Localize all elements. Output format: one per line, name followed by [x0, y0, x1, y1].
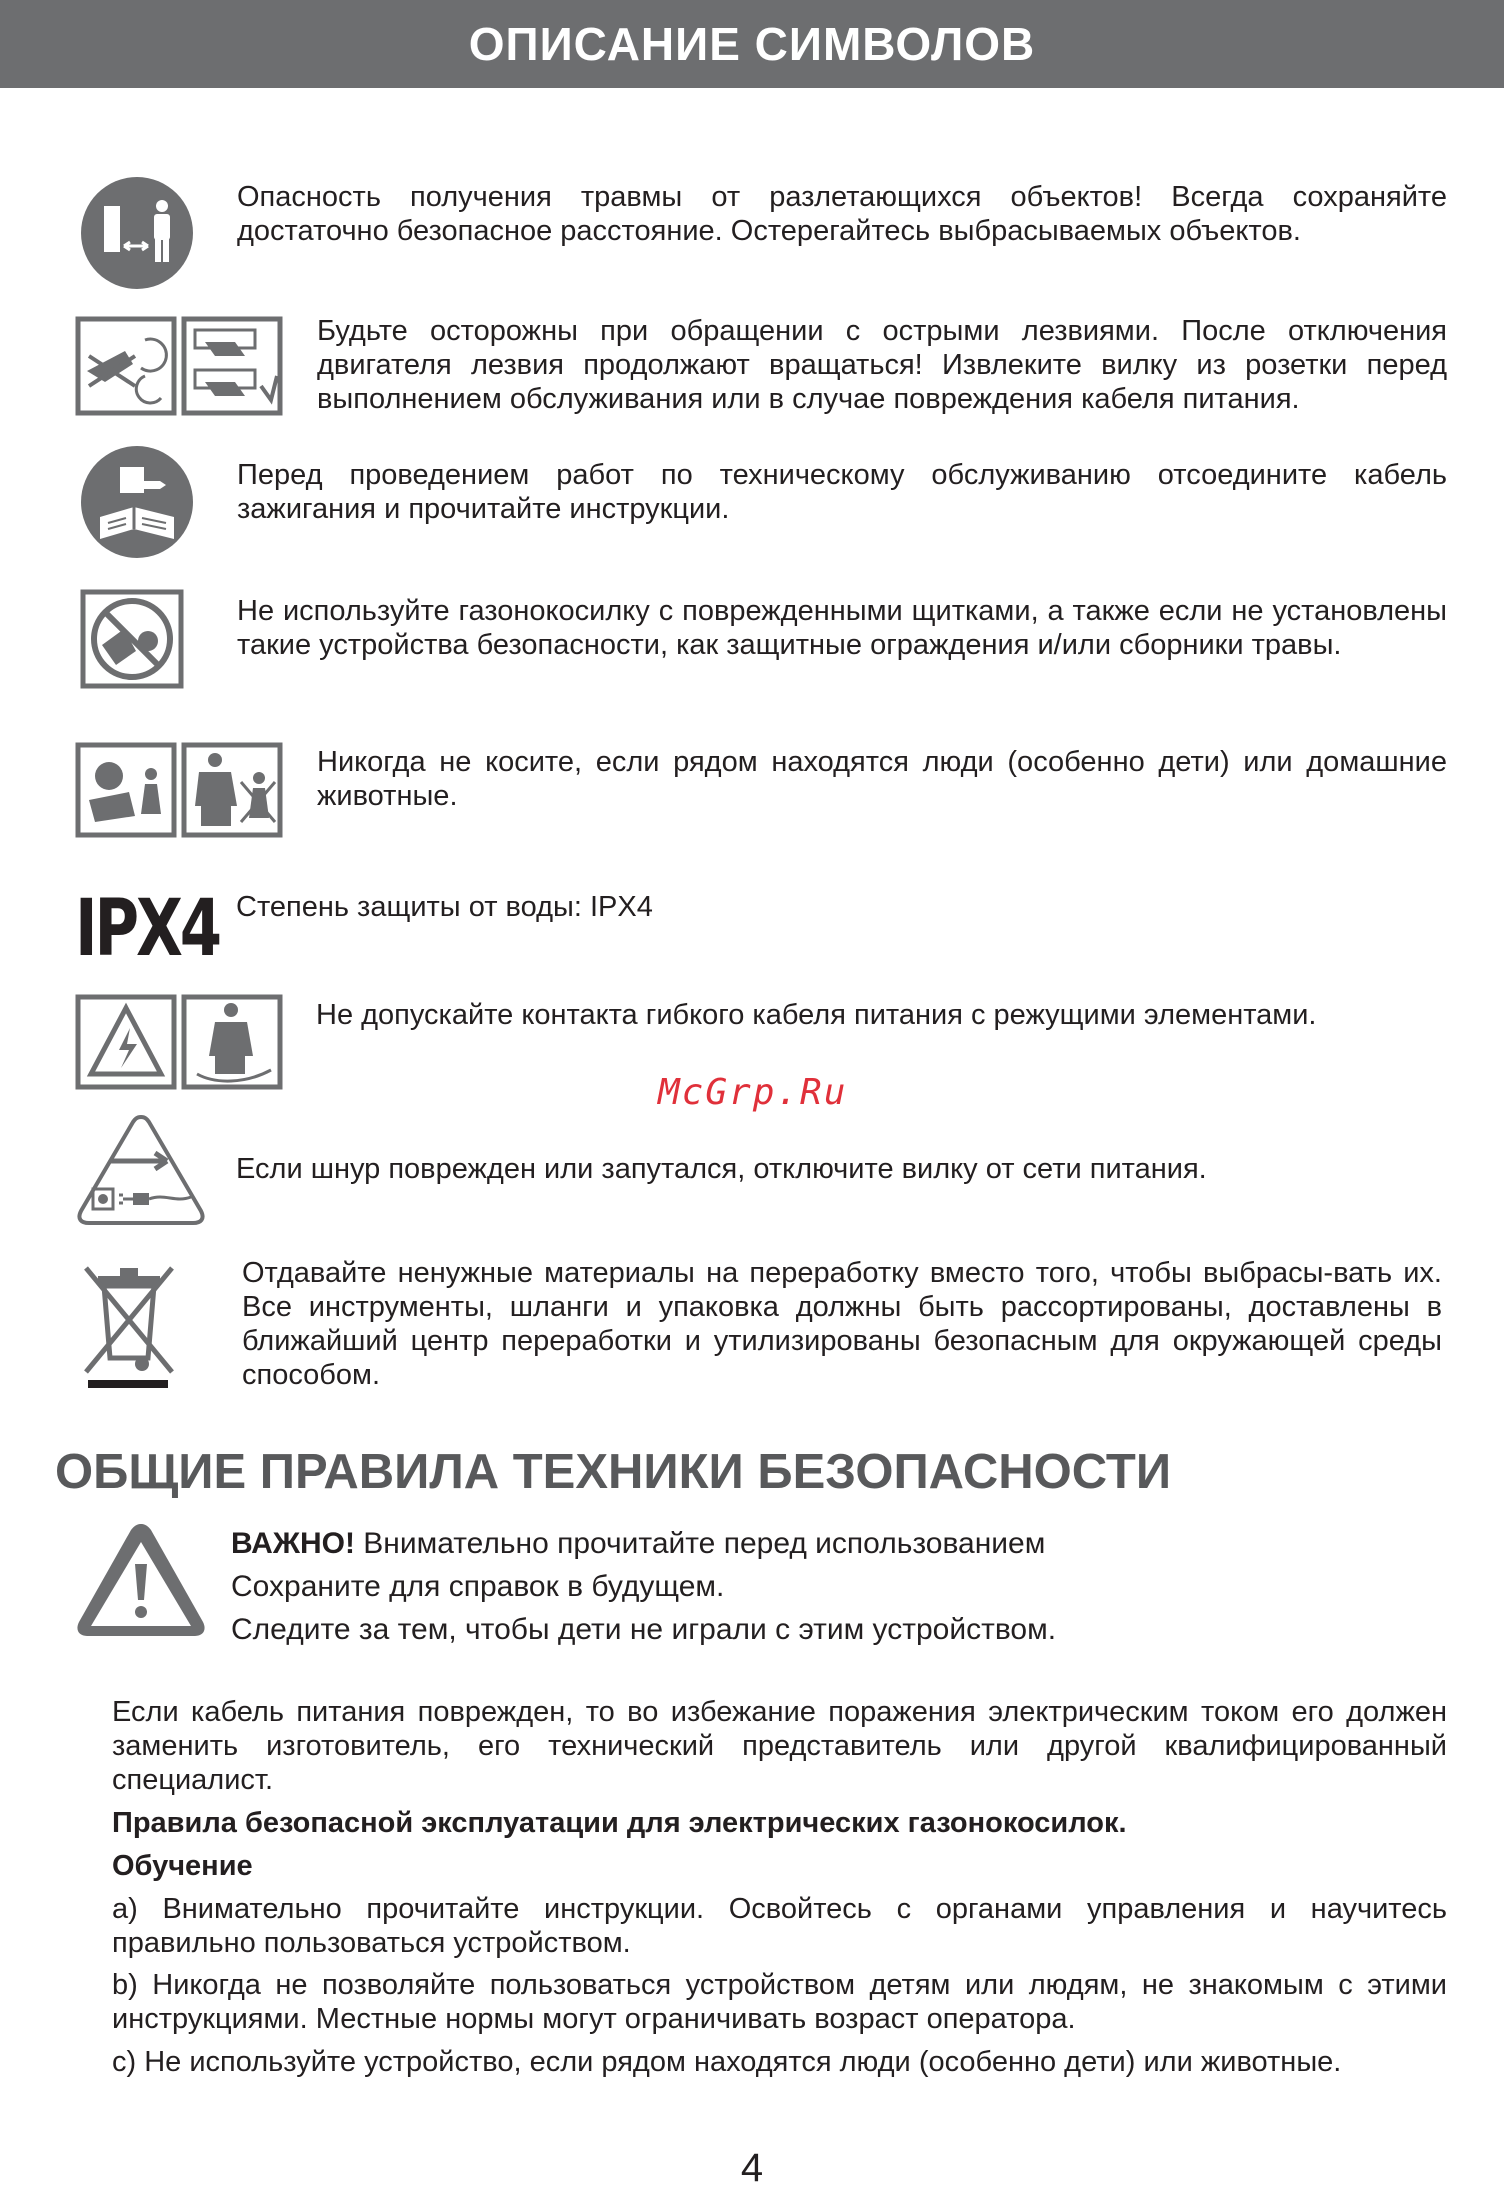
recycle-bin-crossed-icon: [80, 1262, 178, 1390]
training-heading: Обучение: [112, 1850, 253, 1882]
unplug-cord-icon: [75, 1113, 207, 1225]
training-item-c: c) Не используйте устройство, если рядом находятся люди (особенно дети) или животные.: [112, 2046, 1342, 2078]
symbol-text-bystanders: Никогда не косите, если рядом находятся люди (особенно дети) или домашние животные.: [317, 746, 1447, 812]
training-item-a: a) Внимательно прочитайте инструкции. Освойтесь с органами управления и научитесь правильно пользоваться устройством.: [112, 1893, 1447, 1959]
important-notice: [231, 1522, 1056, 1651]
paragraph-power-cable: Если кабель питания поврежден, то во избежание поражения электрическим током его должен заменить изготовитель, его технический представитель или другой квалифицированный специалист.: [112, 1696, 1447, 1796]
page-header: [0, 0, 1504, 88]
warning-triangle-icon: [73, 1520, 209, 1640]
symbol-text-recycle: Отдавайте ненужные материалы на переработку вместо того, чтобы выбрасы-вать их. Все инструменты, шланги и упаковка должны быть рассортированы, доставлены в ближайший центр переработки и утилизированы безопасным для окружающей среды способом.: [242, 1257, 1442, 1391]
training-item-b: b) Никогда не позволяйте пользоваться устройством детям или людям, не знакомым с этими инструкциями. Местные нормы могут ограничивать возраст оператора.: [112, 1969, 1447, 2035]
symbol-text-ipx4: Степень защиты от воды: IPX4: [236, 891, 653, 923]
symbol-text-sharp-blades: Будьте осторожны при обращении с острыми лезвиями. После отключения двигателя лезвия продолжают вращаться! Извлеките вилку из розетки перед выполнением обслуживания или в случае повреждения кабеля питания.: [317, 315, 1447, 415]
rules-heading: Правила безопасной эксплуатации для электрических газонокосилок.: [112, 1807, 1127, 1839]
cable-cutting-warning-icon: [75, 994, 283, 1090]
ipx4-label: IPX4: [75, 884, 219, 974]
symbol-text-unplug-cord: Если шнур поврежден или запутался, отключите вилку от сети питания.: [236, 1153, 1207, 1185]
important-text: Внимательно прочитайте перед использованием: [354, 1527, 1046, 1560]
page-title: ОПИСАНИЕ СИМВОЛОВ: [468, 18, 1036, 70]
no-damaged-guards-icon: [80, 589, 184, 689]
symbol-text-damaged-guards: Не используйте газонокосилку с поврежденными щитками, а также если не установлены такие устройства безопасности, как защитные ограждения и/или сборники травы.: [237, 595, 1447, 661]
maintenance-manual-icon: [80, 445, 194, 559]
symbol-text-thrown-objects: Опасность получения травмы от разлетающихся объектов! Всегда сохраняйте достаточно безопасное расстояние. Остерегайтесь выбрасываемых объектов.: [237, 181, 1447, 247]
important-line-3: Следите за тем, чтобы дети не играли с этим устройством.: [231, 1613, 1057, 1646]
important-line-2: Сохраните для справок в будущем.: [231, 1570, 725, 1603]
thrown-objects-distance-icon: [80, 176, 194, 290]
watermark: McGrp.Ru: [658, 1072, 848, 1113]
bystanders-warning-icon: [75, 742, 283, 838]
important-line-1: [231, 1522, 1056, 1565]
symbol-text-maintenance: Перед проведением работ по техническому обслуживанию отсоедините кабель зажигания и прочитайте инструкции.: [237, 459, 1447, 525]
section-title-safety: ОБЩИЕ ПРАВИЛА ТЕХНИКИ БЕЗОПАСНОСТИ: [55, 1445, 1172, 1499]
sharp-blades-icon: [75, 316, 283, 416]
page-number: 4: [740, 2146, 764, 2190]
important-label: ВАЖНО!: [231, 1527, 355, 1560]
symbol-text-cable-cutting: Не допускайте контакта гибкого кабеля питания с режущими элементами.: [316, 999, 1317, 1031]
